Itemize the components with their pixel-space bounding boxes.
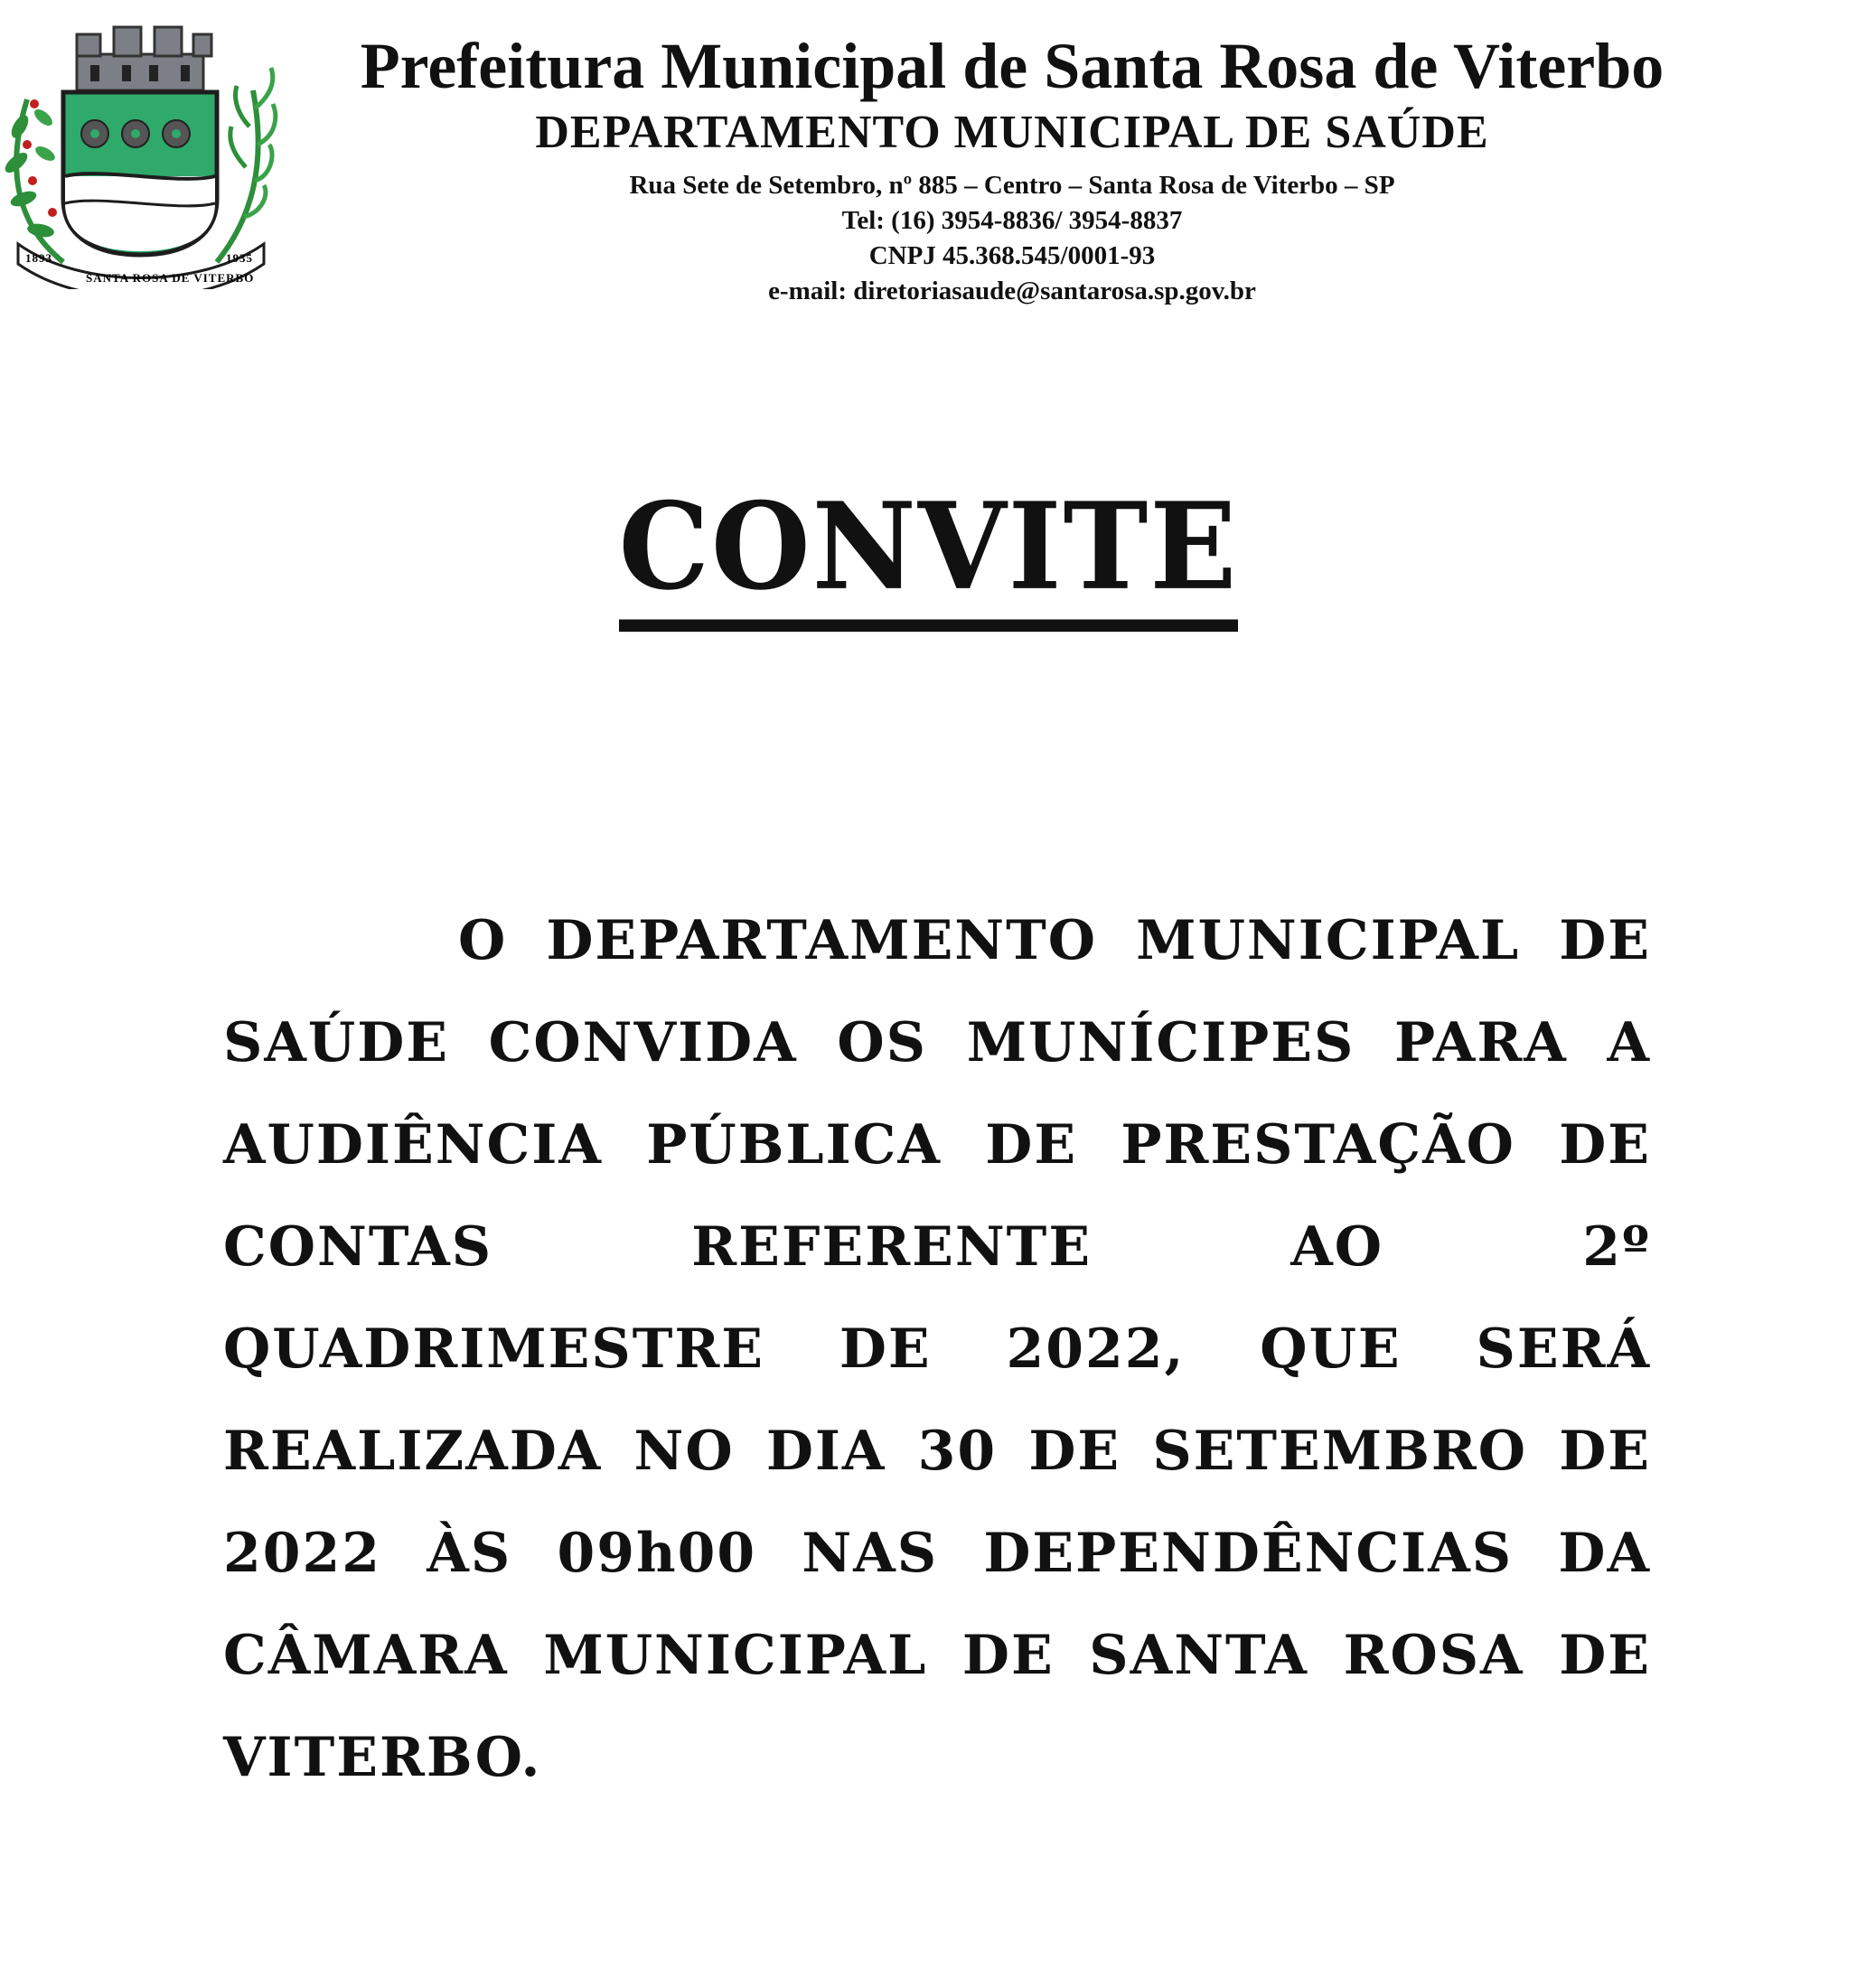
document-title-container (0, 475, 1857, 628)
mural-crown-icon (77, 27, 211, 90)
address-line: Rua Sete de Setembro, nº 885 – Centro – Santa Rosa de Viterbo – SP (629, 171, 1395, 200)
invitation-body: O DEPARTAMENTO MUNICIPAL DE SAÚDE CONVIDA OS MUNÍCIPES PARA A AUDIÊNCIA PÚBLICA DE PRESTAÇÃO DE CONTAS REFERENTE AO 2º QUADRIMESTRE DE 2022, QUE SERÁ REALIZADA NO DIA 30 DE SETEMBRO DE 2022 ÀS 09h00 NAS DEPENDÊNCIAS DA CÂMARA MUNICIPAL DE SANTA ROSA DE VITERBO. (223, 909, 1651, 1789)
department-name: DEPARTAMENTO MUNICIPAL DE SAÚDE (535, 107, 1489, 158)
crest-motto-text: SANTA ROSA DE VITERBO (86, 271, 255, 285)
document-title: CONVITE (619, 475, 1239, 632)
crest-year-right: 1935 (226, 251, 253, 265)
letterhead (298, 27, 1726, 309)
municipality-title: Prefeitura Municipal de Santa Rosa de Viterbo (360, 30, 1665, 102)
coffee-branch-icon (2, 99, 63, 262)
municipal-coat-of-arms-icon (0, 18, 280, 289)
email-line: e-mail: diretoriasaude@santarosa.sp.gov.br (768, 277, 1256, 305)
cnpj-line: CNPJ 45.368.545/0001-93 (868, 241, 1156, 270)
sugarcane-branch-icon (217, 68, 276, 262)
phone-line: Tel: (16) 3954-8836/ 3954-8837 (841, 206, 1183, 235)
crest-year-left: 1893 (25, 251, 52, 265)
shield-icon (63, 92, 217, 255)
